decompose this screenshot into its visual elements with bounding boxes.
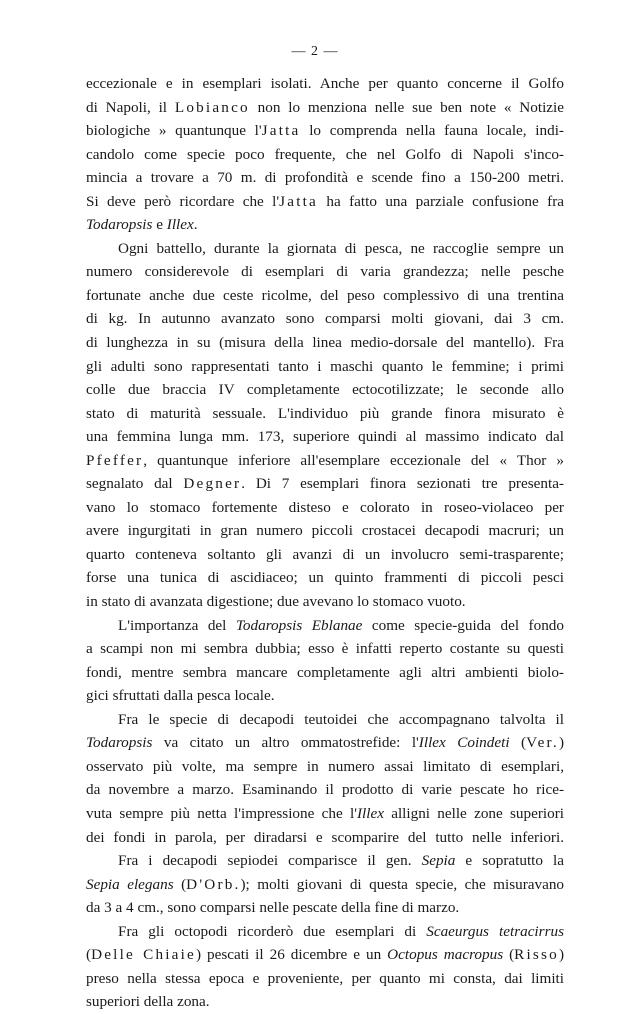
taxon-name: Scaeurgus tetracirrus	[426, 922, 564, 940]
text-run: da 3 a 4 cm., sono comparsi nelle pescate della fine di marzo.	[86, 899, 460, 917]
text-run: )	[558, 734, 564, 752]
text-line	[86, 920, 564, 944]
text-line	[86, 331, 564, 355]
text-run: da novembre a marzo. Esaminando il prodotto di varie pescate ho rice-	[86, 781, 564, 799]
text-line	[86, 72, 564, 96]
text-run: Si deve però ricordare che l'	[86, 192, 280, 210]
text-line	[86, 119, 564, 143]
text-run: (	[509, 734, 527, 752]
text-line	[86, 614, 564, 638]
page-number: — 2 —	[291, 44, 339, 59]
text-run: preso nella stessa epoca e proveniente, per quanto mi consta, dai limiti	[86, 969, 564, 987]
taxon-name: Sepia	[421, 852, 456, 870]
text-run: di Napoli, il	[86, 98, 175, 116]
text-run: gli adulti sono rappresentati tanto i maschi quanto le femmine; i primi	[86, 357, 564, 375]
taxon-name: Todaropsis Eblanae	[235, 616, 363, 634]
text-line	[86, 778, 564, 802]
author-name: Risso	[514, 946, 559, 964]
text-run: ha fatto una parziale confusione fra	[317, 192, 564, 210]
text-run: e	[152, 216, 167, 234]
text-run: di kg. In autunno avanzato sono comparsi molti giovani, dai 3 cm.	[86, 310, 564, 328]
text-run: forse una tunica di ascidiaceo; un quinto frammenti di piccoli pesci	[86, 569, 564, 587]
text-line	[86, 496, 564, 520]
text-run: (	[503, 946, 515, 964]
author-name: Pfeffer	[86, 451, 144, 469]
text-run: in stato di avanzata digestione; due avevano lo stomaco vuoto.	[86, 593, 466, 611]
text-line	[86, 684, 564, 708]
text-run: va citato un altro ommatostrefide: l'	[152, 734, 419, 752]
text-line	[86, 731, 564, 755]
text-line	[86, 355, 564, 379]
text-line	[86, 826, 564, 850]
text-line	[86, 213, 564, 237]
taxon-name: Octopus macropus	[387, 946, 504, 964]
text-run: candolo come specie poco frequente, che nel Golfo di Napoli s'inco-	[86, 145, 564, 163]
text-run: lo comprenda nella fauna locale, indi-	[300, 122, 564, 140]
text-run: fortunate anche due ceste ricolme, del peso complessivo di una trentina	[86, 286, 564, 304]
text-line	[86, 661, 564, 685]
text-line	[86, 166, 564, 190]
text-run: segnalato dal	[86, 475, 184, 493]
text-run: ) pescati il 26 dicembre e un	[195, 946, 388, 964]
text-line	[86, 637, 564, 661]
author-name: Degner	[183, 475, 242, 493]
text-line	[86, 260, 564, 284]
text-run: Ogni battello, durante la giornata di pesca, ne raccoglie sempre un	[118, 239, 564, 257]
text-run: (	[86, 946, 92, 964]
text-run: una femmina lunga mm. 173, superiore quindi al massimo indicato dal	[86, 428, 564, 446]
text-line	[86, 143, 564, 167]
text-run: avere ingurgitati in gran numero piccoli crostacei decapodi macruri; un	[86, 522, 564, 540]
text-run: numero considerevole di esemplari di varia grandezza; nelle pesche	[86, 263, 564, 281]
text-line	[86, 472, 564, 496]
text-line	[86, 190, 564, 214]
text-run: . Di 7 esemplari finora sezionati tre presenta-	[241, 475, 564, 493]
taxon-name: Illex	[166, 216, 194, 234]
text-run: vano lo stomaco fortemente disteso e colorato in roseo-violaceo per	[86, 498, 564, 516]
taxon-name: Todaropsis	[86, 734, 153, 752]
author-name: Jatta	[279, 192, 318, 210]
text-run: come specie-guida del fondo	[362, 616, 564, 634]
text-line	[86, 802, 564, 826]
text-run: vuta sempre più netta l'impressione che l'	[86, 804, 357, 822]
author-name: Delle Chiaie	[91, 946, 196, 964]
text-line	[86, 849, 564, 873]
text-line	[86, 237, 564, 261]
text-line	[86, 990, 564, 1014]
text-run: L'importanza del	[118, 616, 236, 634]
author-name: Lobianco	[174, 98, 250, 116]
text-line	[86, 96, 564, 120]
text-run: gici sfruttati dalla pesca locale.	[86, 687, 275, 705]
text-line	[86, 543, 564, 567]
text-run: .	[193, 216, 198, 234]
text-run: colle due braccia IV completamente ectocotilizzate; le seconde allo	[86, 381, 564, 399]
text-run: mincia a trovare a 70 m. di profondità e scende fino a 150-200 metri.	[86, 169, 564, 187]
text-line	[86, 873, 564, 897]
text-run: Fra i decapodi sepiodei comparisce il gen.	[118, 852, 422, 870]
text-run: e sopratutto la	[455, 852, 564, 870]
text-run: osservato più volte, ma sempre in numero assai limitato di esemplari,	[86, 757, 564, 775]
text-line	[86, 402, 564, 426]
text-line	[86, 378, 564, 402]
text-line	[86, 967, 564, 991]
taxon-name: Sepia elegans	[86, 875, 174, 893]
text-run: eccezionale e in esemplari isolati. Anche per quanto concerne il Golfo	[86, 75, 564, 92]
text-run: alligni nelle zone superiori	[383, 804, 565, 822]
text-run: di lunghezza in su (misura della linea medio-dorsale del mantello). Fra	[86, 334, 564, 352]
text-line	[86, 284, 564, 308]
text-run: biologiche » quantunque l'	[86, 122, 262, 140]
text-run: quarto conteneva soltanto gli avanzi di un involucro semi-trasparente;	[86, 545, 564, 563]
author-name: Ver.	[526, 734, 559, 752]
text-line	[86, 590, 564, 614]
text-line	[86, 708, 564, 732]
author-name: D'Orb.	[186, 875, 241, 893]
text-run: )	[558, 946, 564, 964]
text-line	[86, 755, 564, 779]
text-run: ); molti giovani di questa specie, che misuravano	[240, 875, 565, 893]
text-line	[86, 307, 564, 331]
text-run: superiori della zona.	[86, 993, 210, 1011]
text-run: Fra gli octopodi ricorderò due esemplari di	[118, 922, 427, 940]
text-line	[86, 449, 564, 473]
text-run: dei fondi in parola, per diradarsi e scomparire del tutto nelle inferiori.	[86, 828, 564, 846]
taxon-name: Illex	[356, 804, 384, 822]
taxon-name: Illex Coindeti	[418, 734, 510, 752]
text-run: Fra le specie di decapodi teutoidei che accompagnano talvolta il	[118, 710, 564, 728]
text-line	[86, 519, 564, 543]
text-run: , quantunque inferiore all'esemplare eccezionale del « Thor »	[143, 451, 564, 469]
text-line	[86, 566, 564, 590]
author-name: Jatta	[261, 122, 301, 140]
text-run: (	[173, 875, 187, 893]
text-line	[86, 943, 564, 967]
body-text	[86, 72, 564, 1014]
text-run: stato di maturità sessuale. L'individuo più grande finora misurato è	[86, 404, 564, 422]
text-run: fondi, mentre sembra mancare completamente agli altri ambienti biolo-	[86, 663, 564, 681]
taxon-name: Todaropsis	[86, 216, 153, 234]
text-line	[86, 425, 564, 449]
text-run: non lo menziona nelle sue ben note « Notizie	[249, 98, 564, 116]
text-run: a scampi non mi sembra dubbia; esso è infatti reperto costante su questi	[86, 640, 564, 658]
